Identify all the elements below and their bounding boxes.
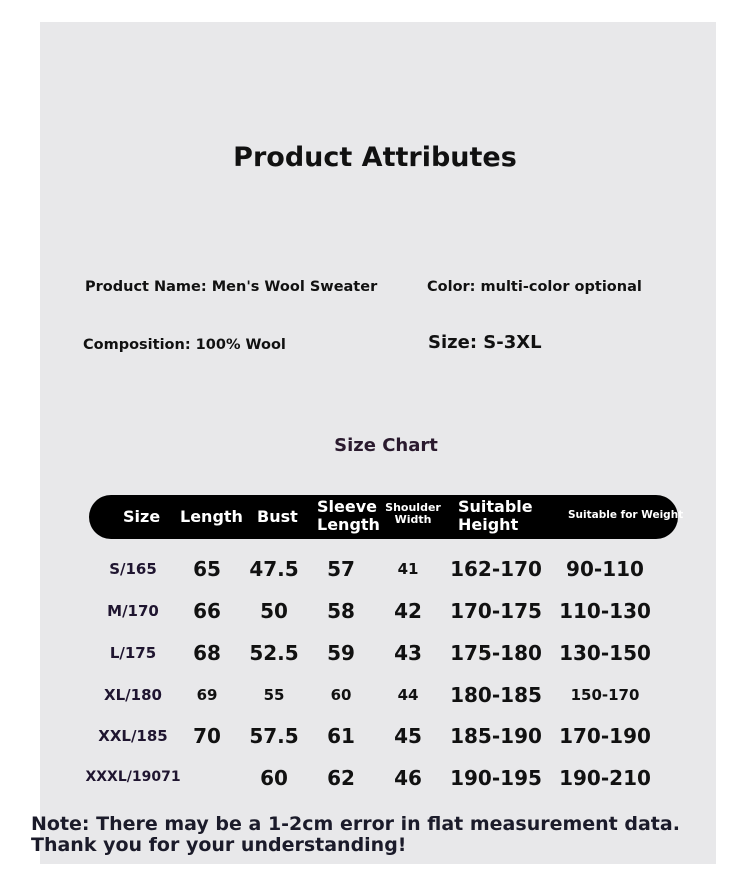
cell-height: 180-185	[450, 683, 542, 707]
cell-bust: 55	[263, 685, 285, 704]
product-name-attribute: Product Name: Men's Wool Sweater	[85, 279, 378, 295]
measurement-note: Note: There may be a 1-2cm error in flat measurement data. Thank you for your understanding!	[31, 813, 680, 856]
header-suitable-weight: Suitable for Weight	[568, 509, 684, 521]
cell-size: M/170	[107, 601, 159, 620]
cell-sleeve: 57	[327, 557, 355, 581]
cell-bust: 60	[260, 766, 288, 790]
cell-bust: 50	[260, 599, 288, 623]
cell-bust: 47.5	[249, 557, 299, 581]
cell-length: 66	[193, 599, 221, 623]
header-length: Length	[180, 507, 243, 526]
cell-size: XL/180	[104, 685, 162, 704]
header-shoulder-width	[385, 502, 441, 526]
header-sleeve-line1: Sleeve	[317, 497, 377, 516]
cell-shoulder: 42	[394, 599, 422, 623]
cell-weight: 170-190	[559, 724, 651, 748]
header-height-line1: Suitable	[458, 497, 533, 516]
cell-size: S/165	[109, 559, 157, 578]
cell-shoulder: 46	[394, 766, 422, 790]
header-shoulder-line1: Shoulder	[385, 501, 441, 514]
cell-weight: 110-130	[559, 599, 651, 623]
header-height-line2: Height	[458, 514, 519, 534]
cell-weight: 90-110	[566, 557, 644, 581]
cell-size: L/175	[109, 643, 157, 662]
cell-height: 190-195	[450, 766, 542, 790]
cell-size: XXXL/19071	[85, 769, 181, 785]
cell-height: 162-170	[450, 557, 542, 581]
cell-sleeve: 58	[327, 599, 355, 623]
cell-sleeve: 61	[327, 724, 355, 748]
cell-shoulder: 43	[394, 641, 422, 665]
cell-length: 65	[193, 557, 221, 581]
cell-shoulder: 45	[394, 724, 422, 748]
header-sleeve-line2: Length	[317, 514, 380, 534]
cell-height: 170-175	[450, 599, 542, 623]
cell-height: 185-190	[450, 724, 542, 748]
cell-weight: 130-150	[559, 641, 651, 665]
cell-weight: 150-170	[570, 685, 640, 704]
cell-shoulder: 41	[397, 559, 419, 578]
header-shoulder-line2: Width	[394, 513, 432, 527]
cell-length: 70	[193, 724, 221, 748]
cell-bust: 57.5	[249, 724, 299, 748]
cell-bust: 52.5	[249, 641, 299, 665]
cell-shoulder: 44	[397, 685, 419, 704]
color-attribute: Color: multi-color optional	[427, 279, 642, 295]
size-chart-title: Size Chart	[334, 435, 438, 456]
cell-length: 69	[196, 685, 218, 704]
header-bust: Bust	[257, 507, 298, 526]
cell-sleeve: 59	[327, 641, 355, 665]
composition-attribute: Composition: 100% Wool	[83, 337, 286, 353]
header-size: Size	[123, 507, 161, 526]
page-title: Product Attributes	[233, 142, 517, 173]
cell-height: 175-180	[450, 641, 542, 665]
size-attribute: Size: S-3XL	[428, 332, 542, 353]
cell-weight: 190-210	[559, 766, 651, 790]
size-chart-header	[89, 495, 684, 539]
cell-sleeve: 60	[330, 685, 352, 704]
cell-length: 68	[193, 641, 221, 665]
cell-size: XXL/185	[98, 726, 168, 745]
header-sleeve-length	[317, 498, 380, 533]
header-suitable-height	[458, 498, 533, 533]
cell-sleeve: 62	[327, 766, 355, 790]
